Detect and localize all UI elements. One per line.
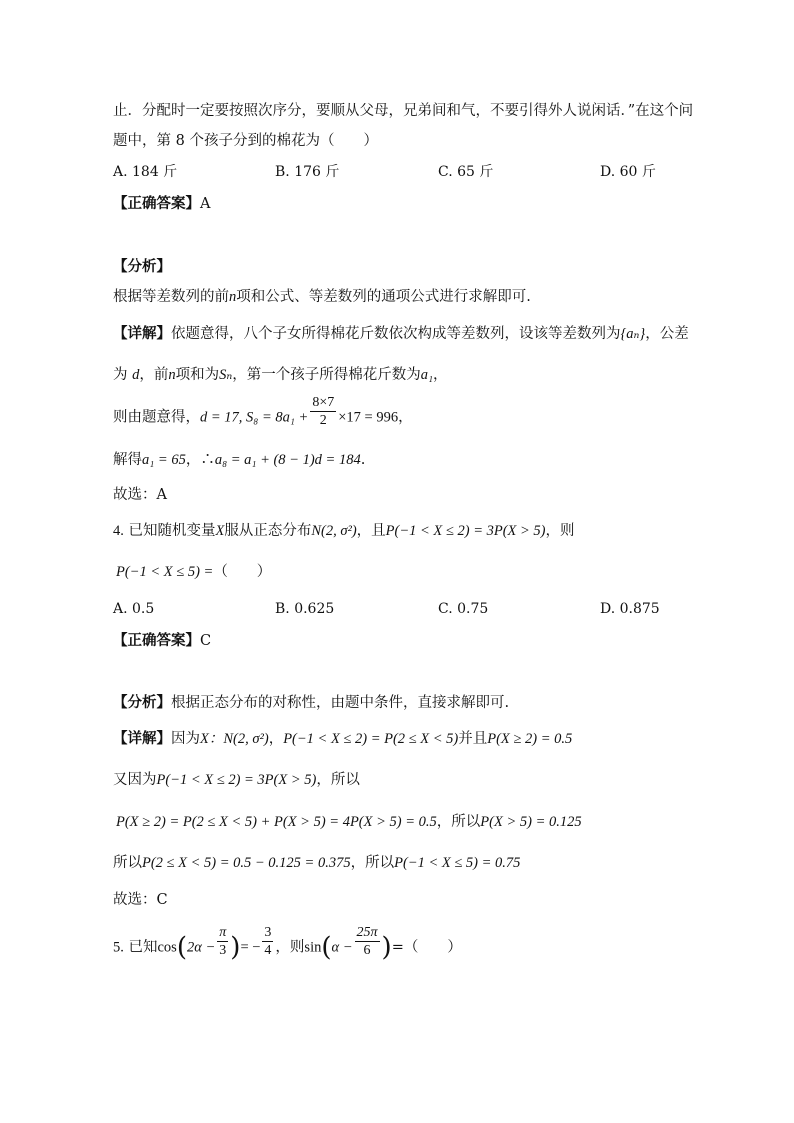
q4-detail-d: P(−1 < X ≤ 2) = P(2 ≤ X < 5) <box>283 731 459 747</box>
q4-stem-d: ，则 <box>545 523 575 539</box>
q4-line4-b: P(2 ≤ X < 5) = 0.5 − 0.125 = 0.375 <box>142 855 351 871</box>
q3-option-c: C. 65 斤 <box>438 164 494 180</box>
q4-stem-line1 <box>113 521 575 541</box>
q3-analysis-prefix: 根据等差数列的前 <box>113 289 229 305</box>
q3-detail-line2 <box>113 365 448 385</box>
q4-detail-line2 <box>113 770 360 790</box>
q5-cos-den: 3 <box>219 943 227 958</box>
q3-sequence-symbol: {aₙ} <box>620 326 646 342</box>
q5-eq-neg: = − <box>240 939 261 956</box>
q3-d2-c: 项和为 <box>175 367 220 383</box>
q3-eq1-num: 8×7 <box>312 395 335 410</box>
q3-equation2 <box>113 450 365 470</box>
q4-choice-label: 故选： <box>113 892 157 908</box>
q4-detail-line3 <box>116 812 582 832</box>
q4-stem-cond: P(−1 < X ≤ 2) = 3P(X > 5) <box>385 523 546 539</box>
q3-d2-a: 为 <box>113 367 128 383</box>
q5-cos-inner: 2α − <box>186 939 216 956</box>
q3-d2-S: Sₙ <box>219 367 233 383</box>
q3-option-a: A. 184 斤 <box>113 164 178 180</box>
q4-line4-c: ，所以 <box>350 855 395 871</box>
q4-detail-label: 【详解】 <box>113 730 171 747</box>
q4-line4-d: P(−1 < X ≤ 5) = 0.75 <box>394 855 521 871</box>
q3-option-d: D. 60 斤 <box>600 164 656 180</box>
q4-detail-b: X：N(2, σ²) <box>200 731 269 747</box>
q3-eq2-prefix: 解得 <box>113 452 142 468</box>
q4-line4-a: 所以 <box>113 855 142 871</box>
q3-eq2-mid: ，∴ <box>185 452 215 468</box>
q4-analysis-label: 【分析】 <box>113 694 171 711</box>
q3-eq2-b: a₈ = a₁ + (8 − 1)d = 184 <box>214 452 361 468</box>
q5-stem-b: ，则 <box>275 939 305 956</box>
q4-line2-b: P(−1 < X ≤ 2) = 3P(X > 5) <box>156 772 317 788</box>
q4-option-c: C. 0.75 <box>438 601 489 617</box>
q5-cos-label: cos <box>157 939 177 956</box>
q5-sin-inner: α − <box>331 939 353 956</box>
q5-sin-den: 6 <box>363 943 371 958</box>
q5-sin-num: 25π <box>356 925 378 940</box>
q3-answer-value: A <box>200 196 211 212</box>
q3-eq1-fraction <box>310 394 336 429</box>
q5-value-fraction <box>262 924 273 959</box>
q3-eq1-end: ， <box>398 409 413 426</box>
q4-line2-a: 又因为 <box>113 772 157 788</box>
q3-stem-line2: 题中，第 8 个孩子分到的棉花为（ ） <box>113 133 378 149</box>
q5-cos-num: π <box>219 925 227 940</box>
q3-detail-label: 【详解】 <box>113 325 171 342</box>
q5-cos-fraction <box>217 924 228 959</box>
q4-detail-e: 并且 <box>458 731 488 747</box>
q3-analysis-label: 【分析】 <box>113 258 171 275</box>
q3-d2-b: ，前 <box>139 367 169 383</box>
q5-val-den: 4 <box>264 943 272 958</box>
q3-eq2-a: a₁ = 65 <box>142 452 186 468</box>
q4-stem-b: 服从正态分布 <box>224 523 312 539</box>
q5-stem-tail: =（ ） <box>391 939 462 956</box>
q3-analysis-suffix: 项和公式、等差数列的通项公式进行求解即可. <box>236 289 531 305</box>
q5-sin-label: sin <box>304 939 322 956</box>
q4-detail-c: ， <box>268 731 284 747</box>
q4-number: 4. <box>113 523 124 539</box>
q5-number: 5. <box>113 939 124 956</box>
q4-choice-line <box>113 890 168 910</box>
q3-d2-n: n <box>168 367 176 383</box>
q3-eq1-den: 2 <box>319 413 327 428</box>
q3-stem-line1: 止．分配时一定要按照次序分，要顺从父母，兄弟间和气，不要引得外人说闲话．”在这个问 <box>113 103 694 119</box>
q3-d2-e: ，第一个孩子所得棉花斤数为 <box>232 367 421 383</box>
q3-eq1-prefix: 则由题意得， <box>113 409 200 426</box>
q4-answer-value: C <box>200 633 212 649</box>
q3-eq1-right: ×17 = 996 <box>338 409 399 426</box>
q4-stem-c: ，且 <box>356 523 386 539</box>
q3-d2-end: ， <box>433 367 448 383</box>
q4-option-b: B. 0.625 <box>275 601 335 617</box>
q4-detail-f: P(X ≥ 2) = 0.5 <box>487 731 573 747</box>
q3-choice-label: 故选： <box>113 487 157 503</box>
q4-analysis-text: 根据正态分布的对称性，由题中条件，直接求解即可. <box>171 695 510 711</box>
q4-stem-line2-expr: P(−1 < X ≤ 5) = <box>116 564 214 580</box>
q4-line3-b: ，所以 <box>436 814 481 830</box>
q5-val-num: 3 <box>264 925 272 940</box>
q4-detail-a: 因为 <box>171 731 200 747</box>
q5-stem: 5. 已知cos(2α − $\frac{\pi}{3}$ )= − $\frac{3}{4}$ ，则sin(α − $\frac{25\pi}{6}$ )=（ ） <box>113 925 462 963</box>
q4-stem-line2 <box>116 562 271 582</box>
q4-option-d: D. 0.875 <box>600 601 660 617</box>
q4-analysis-line <box>113 693 509 713</box>
q3-eq1-left: d = 17, S₈ = 8a₁ + <box>200 409 309 426</box>
q3-detail-line1-tail: ，公差 <box>645 326 689 342</box>
q3-analysis-var: n <box>229 289 237 305</box>
q3-detail-line1-text: 依题意得，八个子女所得棉花斤数依次构成等差数列，设该等差数列为 <box>171 326 621 342</box>
q4-choice-value: C <box>156 892 168 908</box>
q3-choice-line <box>113 485 167 505</box>
q3-choice-value: A <box>156 487 167 503</box>
q4-line3-a: P(X ≥ 2) = P(2 ≤ X < 5) + P(X > 5) = 4P(X > 5) = 0.5 <box>116 814 437 830</box>
q4-stem-X: X <box>215 523 225 539</box>
q4-line3-c: P(X > 5) = 0.125 <box>480 814 582 830</box>
q4-stem-a: 已知随机变量 <box>128 523 216 539</box>
q5-stem-a: 已知 <box>128 939 158 956</box>
q4-stem-line2-tail: （ ） <box>213 564 272 580</box>
q3-eq2-end: . <box>360 452 366 468</box>
q4-detail-line1 <box>113 729 572 749</box>
q4-option-a: A. 0.5 <box>113 601 155 617</box>
q4-answer-label: 【正确答案】 <box>113 632 200 649</box>
q3-analysis-text <box>113 287 531 307</box>
q3-answer-label: 【正确答案】 <box>113 195 200 212</box>
q4-detail-line4 <box>113 853 520 873</box>
q5-sin-fraction <box>355 924 380 959</box>
q4-answer-line <box>113 631 211 651</box>
q3-d2-a1: a₁ <box>420 367 434 383</box>
q3-detail-line1 <box>113 324 689 344</box>
q3-d2-d: d <box>132 367 140 383</box>
q4-stem-dist: N(2, σ²) <box>311 523 357 539</box>
q4-line2-c: ，所以 <box>316 772 360 788</box>
q3-answer-line <box>113 194 210 214</box>
q3-option-b: B. 176 斤 <box>275 164 340 180</box>
